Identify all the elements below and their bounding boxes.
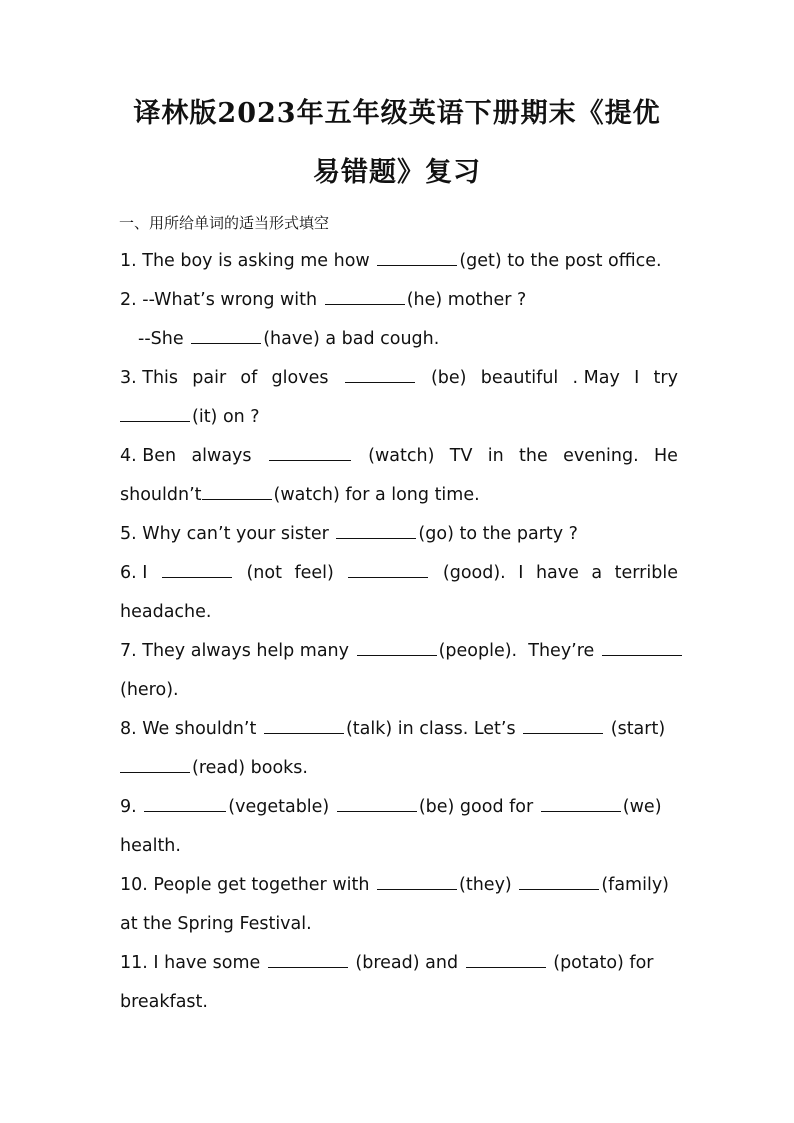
q5-text-b: (go) to the party ? (418, 524, 578, 544)
q9-blank-3[interactable] (541, 794, 621, 812)
question-8 (120, 716, 678, 742)
q2b-blank[interactable] (191, 326, 261, 344)
q9-text-c: (be) good for (418, 797, 534, 817)
q10b-text: at the Spring Festival. (120, 914, 312, 934)
q2b-text-b: (have) a bad cough. (263, 329, 440, 349)
q10-text-a: 10. People get together with (120, 875, 370, 895)
q2-text-a: 2. --What’s wrong with (120, 290, 318, 310)
question-4 (120, 443, 678, 469)
q3-word: try (653, 368, 678, 388)
q6-word: terrible (614, 563, 678, 583)
q3-word: beautiful (480, 368, 559, 388)
q4-word: in (487, 446, 504, 466)
question-10-cont (120, 911, 678, 937)
q1-blank[interactable] (377, 248, 457, 266)
q10-blank-1[interactable] (377, 872, 457, 890)
question-8-cont (120, 755, 678, 781)
q1-text-a: 1. The boy is asking me how (120, 251, 370, 271)
q10-blank-2[interactable] (519, 872, 599, 890)
q3-word: gloves (271, 368, 329, 388)
question-6 (120, 560, 678, 586)
q11-blank-2[interactable] (466, 950, 546, 968)
q5-blank[interactable] (336, 521, 416, 539)
q2b-text-a: --She (138, 329, 184, 349)
question-2 (120, 287, 678, 313)
q4-word: TV (449, 446, 473, 466)
q6-word: (good). (442, 563, 506, 583)
q3-word: of (240, 368, 258, 388)
q6-word: have (535, 563, 579, 583)
question-3-cont (120, 404, 678, 430)
q6b-text: headache. (120, 602, 212, 622)
question-7-cont (120, 677, 678, 703)
q11b-text: breakfast. (120, 992, 208, 1012)
q6-blank-2[interactable] (348, 560, 428, 578)
section-heading: 一、用所给单词的适当形式填空 (119, 214, 330, 232)
q6-word: feel) (294, 563, 334, 583)
q8b-blank[interactable] (120, 755, 190, 773)
q4-word: (watch) (368, 446, 435, 466)
title-line-2: 易错题》复习 (313, 157, 481, 188)
q8-text-b: (talk) in class. Let’s (345, 719, 516, 739)
q4-word: the (519, 446, 548, 466)
q7-text-a: 7. They always help many (120, 641, 349, 661)
q3-word: . May (572, 368, 620, 388)
question-11 (120, 950, 678, 976)
q11-text-c: (potato) for (553, 953, 654, 973)
q8-blank-1[interactable] (264, 716, 344, 734)
q4-blank[interactable] (269, 443, 351, 461)
q7-text-c: They’re (528, 641, 595, 661)
q6-blank-1[interactable] (162, 560, 232, 578)
q6-word: I (518, 563, 524, 583)
q4b-text-b: (watch) for a long time. (273, 485, 480, 505)
q9b-text: health. (120, 836, 181, 856)
q4b-text-a: shouldn’t (120, 485, 202, 505)
q2-text-b: (he) mother ? (406, 290, 527, 310)
question-6-cont (120, 599, 678, 625)
q9-text-b: (vegetable) (228, 797, 330, 817)
q4b-blank[interactable] (202, 482, 272, 500)
q10-text-c: (family) (601, 875, 670, 895)
q3-word: 3. This (120, 368, 179, 388)
q9-blank-2[interactable] (337, 794, 417, 812)
q7b-text: (hero). (120, 680, 179, 700)
q1-text-b: (get) to the post office. (459, 251, 662, 271)
q4-word: always (191, 446, 252, 466)
q8-text-c: (start) (610, 719, 666, 739)
q11-text-a: 11. I have some (120, 953, 261, 973)
q11-blank-1[interactable] (268, 950, 348, 968)
q8-blank-2[interactable] (523, 716, 603, 734)
question-9 (120, 794, 678, 820)
q3b-text: (it) on ? (192, 407, 260, 427)
q4-word: evening. (563, 446, 639, 466)
question-4-cont (120, 482, 678, 508)
q9-text-a: 9. (120, 797, 137, 817)
q3-word: (be) (430, 368, 467, 388)
q6-word: (not (246, 563, 282, 583)
q2-blank[interactable] (325, 287, 405, 305)
q3-word: I (634, 368, 640, 388)
q3-blank[interactable] (345, 365, 415, 383)
q4-word: He (654, 446, 678, 466)
title-line-1: 译林版2023年五年级英语下册期末《提优 (133, 98, 661, 129)
q10-text-b: (they) (459, 875, 512, 895)
q11-text-b: (bread) and (355, 953, 459, 973)
q7-blank-2[interactable] (602, 638, 682, 656)
q8-text-a: 8. We shouldn’t (120, 719, 257, 739)
question-7 (120, 638, 678, 664)
q6-word: a (591, 563, 603, 583)
question-5 (120, 521, 678, 547)
q6-word: 6. I (120, 563, 148, 583)
q3-word: pair (192, 368, 227, 388)
q9-text-d: (we) (622, 797, 662, 817)
q4-word: 4. Ben (120, 446, 177, 466)
question-1 (120, 248, 678, 274)
question-9-cont (120, 833, 678, 859)
q9-blank-1[interactable] (144, 794, 226, 812)
q8b-text: (read) books. (192, 758, 308, 778)
q7-text-b: (people). (438, 641, 518, 661)
q5-text-a: 5. Why can’t your sister (120, 524, 329, 544)
question-3 (120, 365, 678, 391)
q7-blank-1[interactable] (357, 638, 437, 656)
question-2-reply (138, 326, 678, 352)
q3b-blank[interactable] (120, 404, 190, 422)
question-11-cont (120, 989, 678, 1015)
question-10 (120, 872, 678, 898)
